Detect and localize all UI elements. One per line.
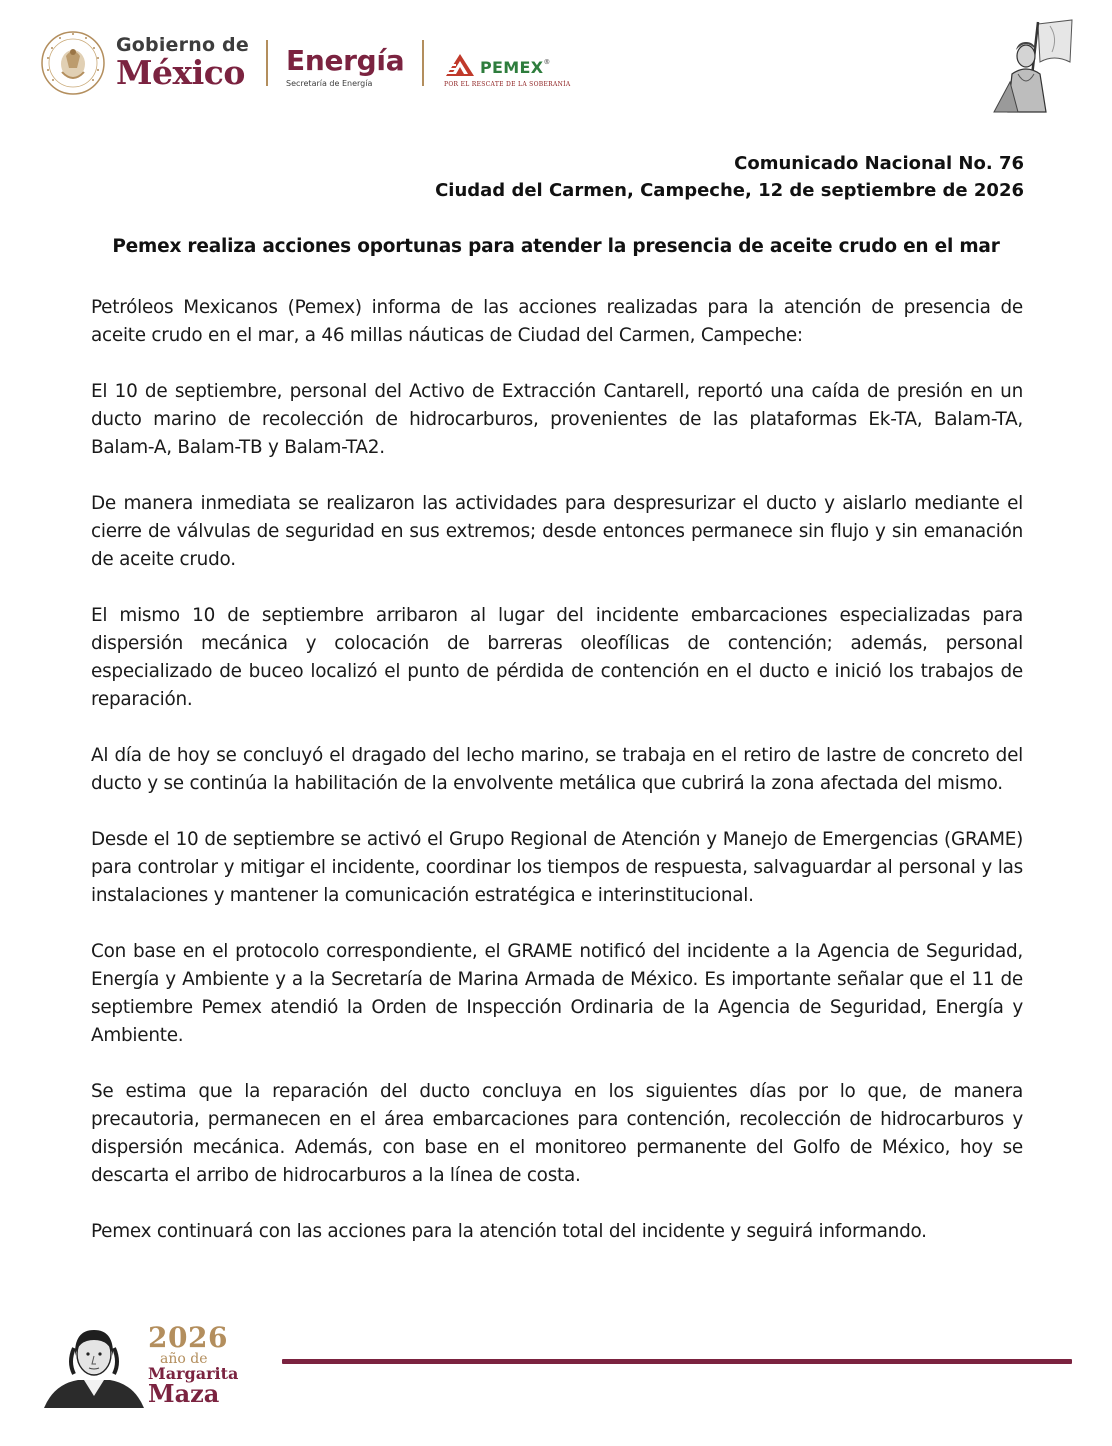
dateline [435,150,1024,204]
press-release-title: Pemex realiza acciones oportunas para atender la presencia de aceite crudo en el mar [112,236,1000,257]
margarita-maza-portrait-icon [44,1318,144,1408]
body-paragraph: Petróleos Mexicanos (Pemex) informa de las acciones realizadas para la atención de presencia de aceite crudo en el mar, a 46 millas náuticas de Ciudad del Carmen, Campeche: [91,297,1023,346]
dedication-ano-de: año de [160,1351,208,1367]
body-paragraph: De manera inmediata se realizaron las actividades para despresurizar el ducto y aislarlo mediante el cierre de válvulas de seguridad en sus extremos; desde entonces permanece sin flujo y sin emanación de aceite crudo. [91,493,1023,570]
body-paragraph: Se estima que la reparación del ducto concluya en los siguientes días por lo que, de manera precautoria, permanecen en el área embarcaciones para contención, recolección de hidrocarburos y dispersión mecánica. Además, con base en el monitoreo permanente del Golfo de México, hoy se descarta el arribo de hidrocarburos a la línea de costa. [91,1081,1023,1186]
body-paragraph: Con base en el protocolo correspondiente, el GRAME notificó del incidente a la Agencia de Seguridad, Energía y Ambiente y a la Secretaría de Marina Armada de México. Es importante señalar que el 11 de septiembre Pemex atendió la Orden de Inspección Ordinaria de la Agencia de Seguridad, Energía y Ambiente. [91,941,1023,1046]
press-release-body [91,294,1023,1274]
header-divider [266,40,268,86]
escudo-nacional-seal-icon [40,28,106,98]
pemex-flame-logo-icon [442,50,478,80]
energia-name: Energía [286,44,405,77]
comunicado-number: Comunicado Nacional No. 76 [734,153,1024,174]
footer-divider [282,1359,1072,1364]
dedication-first-name: Margarita [148,1364,239,1383]
registered-mark: ® [543,58,551,66]
dedication-year: 2026 [148,1321,228,1354]
gobierno-de-mexico-logo [116,34,249,90]
dedication-last-name: Maza [148,1379,220,1408]
body-paragraph: Desde el 10 de septiembre se activó el Grupo Regional de Atención y Manejo de Emergencias (GRAME) para controlar y mitigar el incidente, coordinar los tiempos de respuesta, salvaguardar al personal y las instalaciones y mantener la comunicación estratégica e interinstitucional. [91,829,1023,906]
year-dedication [148,1321,239,1408]
body-paragraph: Pemex continuará con las acciones para la atención total del incidente y seguirá informando. [91,1221,927,1242]
place-and-date: Ciudad del Carmen, Campeche, 12 de septiembre de 2026 [435,180,1024,201]
body-paragraph: El 10 de septiembre, personal del Activo de Extracción Cantarell, reportó una caída de presión en un ducto marino de recolección de hidrocarburos, provenientes de las plataformas Ek-TA, Balam-TA, Balam-A, Balam-TB y Balam-TA2. [91,381,1023,458]
energia-subtitle: Secretaría de Energía [286,79,373,88]
body-paragraph: El mismo 10 de septiembre arribaron al lugar del incidente embarcaciones especializadas para dispersión mecánica y colocación de barreras oleofílicas de contención; además, personal especializado de buceo localizó el punto de pérdida de contención en el ducto e inició los trabajos de reparación. [91,605,1023,710]
letterhead [0,0,1112,120]
pemex-wordmark [480,58,551,77]
pemex-slogan: POR EL RESCATE DE LA SOBERANÍA [444,81,571,88]
body-paragraph: Al día de hoy se concluyó el dragado del lecho marino, se trabaja en el retiro de lastre de concreto del ducto y se continúa la habilitación de la envolvente metálica que cubrirá la zona afectada del mismo. [91,745,1023,794]
energia-logo [286,46,404,88]
gobierno-line-1: Gobierno de [116,34,249,56]
gobierno-line-2: México [116,53,245,92]
header-divider [422,40,424,86]
heroine-with-flag-illustration-icon [988,18,1076,114]
pemex-name: PEMEX [480,58,544,77]
